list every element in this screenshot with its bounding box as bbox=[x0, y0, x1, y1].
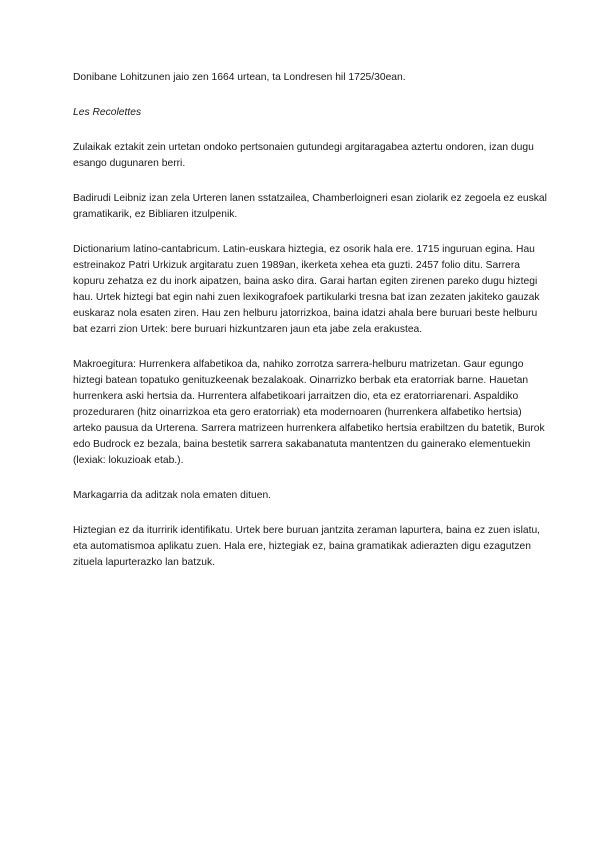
document-page bbox=[73, 70, 553, 590]
paragraph-birth-death: Donibane Lohitzunen jaio zen 1664 urtean, ta Londresen hil 1725/30ean. bbox=[73, 72, 406, 83]
paragraph-makroegitura: Makroegitura: Hurrenkera alfabetikoa da, nahiko zorrotza sarrera-helburu matrizetan. Gaur egungo hiztegi batean topatuko genituzkeenak bezalakoak. Oinarrizko berbak eta eratorriak barne. Hauetan hurrenkera aski hertsia da. Hurrentera alfabetikoari jarraitzen dio, eta ez eratorriarenari. Aspaldiko prozeduraren (hitz oinarrizkoa eta gero eratorriak) eta modernoaren (hurrenkera alfabetiko hertsia) arteko pausua da Urterena. Sarrera matrizeen hurrenkera alfabetiko hertsia erabiltzen du batetik, Burok edo Budrock ez bezala, baina bestetik sarrera sakabanatuta mantentzen du gainerako elementuekin (lexiak: lokuzioak etab.). bbox=[73, 359, 545, 466]
paragraph-zulaika: Zulaikak eztakit zein urtetan ondoko pertsonaien gutundegi argitaragabea aztertu ondoren, izan dugu esango dugunaren berri. bbox=[73, 142, 534, 169]
paragraph-hiztegian: Hiztegian ez da iturririk identifikatu. Urtek bere buruan jantzita zeraman lapurtera, baina ez zuen islatu, eta automatismoa aplikatu zuen. Hala ere, hiztegiak ez, baina gramatikak adierazten digu ezagutzen zituela lapurterazko lan batzuk. bbox=[73, 525, 541, 568]
paragraph-leibniz: Badirudi Leibniz izan zela Urteren lanen sstatzailea, Chamberloigneri esan ziolarik ez zegoela ez euskal gramatikarik, ez Bibliaren itzulpenik. bbox=[73, 193, 547, 220]
heading-les-recolettes: Les Recolettes bbox=[73, 107, 142, 118]
paragraph-markagarria: Markagarria da aditzak nola ematen dituen. bbox=[73, 490, 272, 501]
paragraph-dictionarium: Dictionarium latino-cantabricum. Latin-euskara hiztegia, ez osorik hala ere. 1715 inguruan egina. Hau estreinakoz Patri Urkizuk argitaratu zuen 1989an, ikerketa xehea eta guzti. 2457 folio ditu. Sarrera kopuru zehatza ez du inork aipatzen, baina asko dira. Garai hartan egiten zirenen pareko dugu hiztegi hau. Urtek hiztegi bat egin nahi zuen lexikografoek partikularki tresna bat izan zezaten jakiteko gauzak euskaraz nola esaten ziren. Hau zen helburu jatorrizkoa, baina idatzi ahala bere buruari beste helburu bat ezarri zion Urtek: bere buruari hizkuntzaren jaun eta jabe zela erakustea. bbox=[73, 244, 540, 335]
